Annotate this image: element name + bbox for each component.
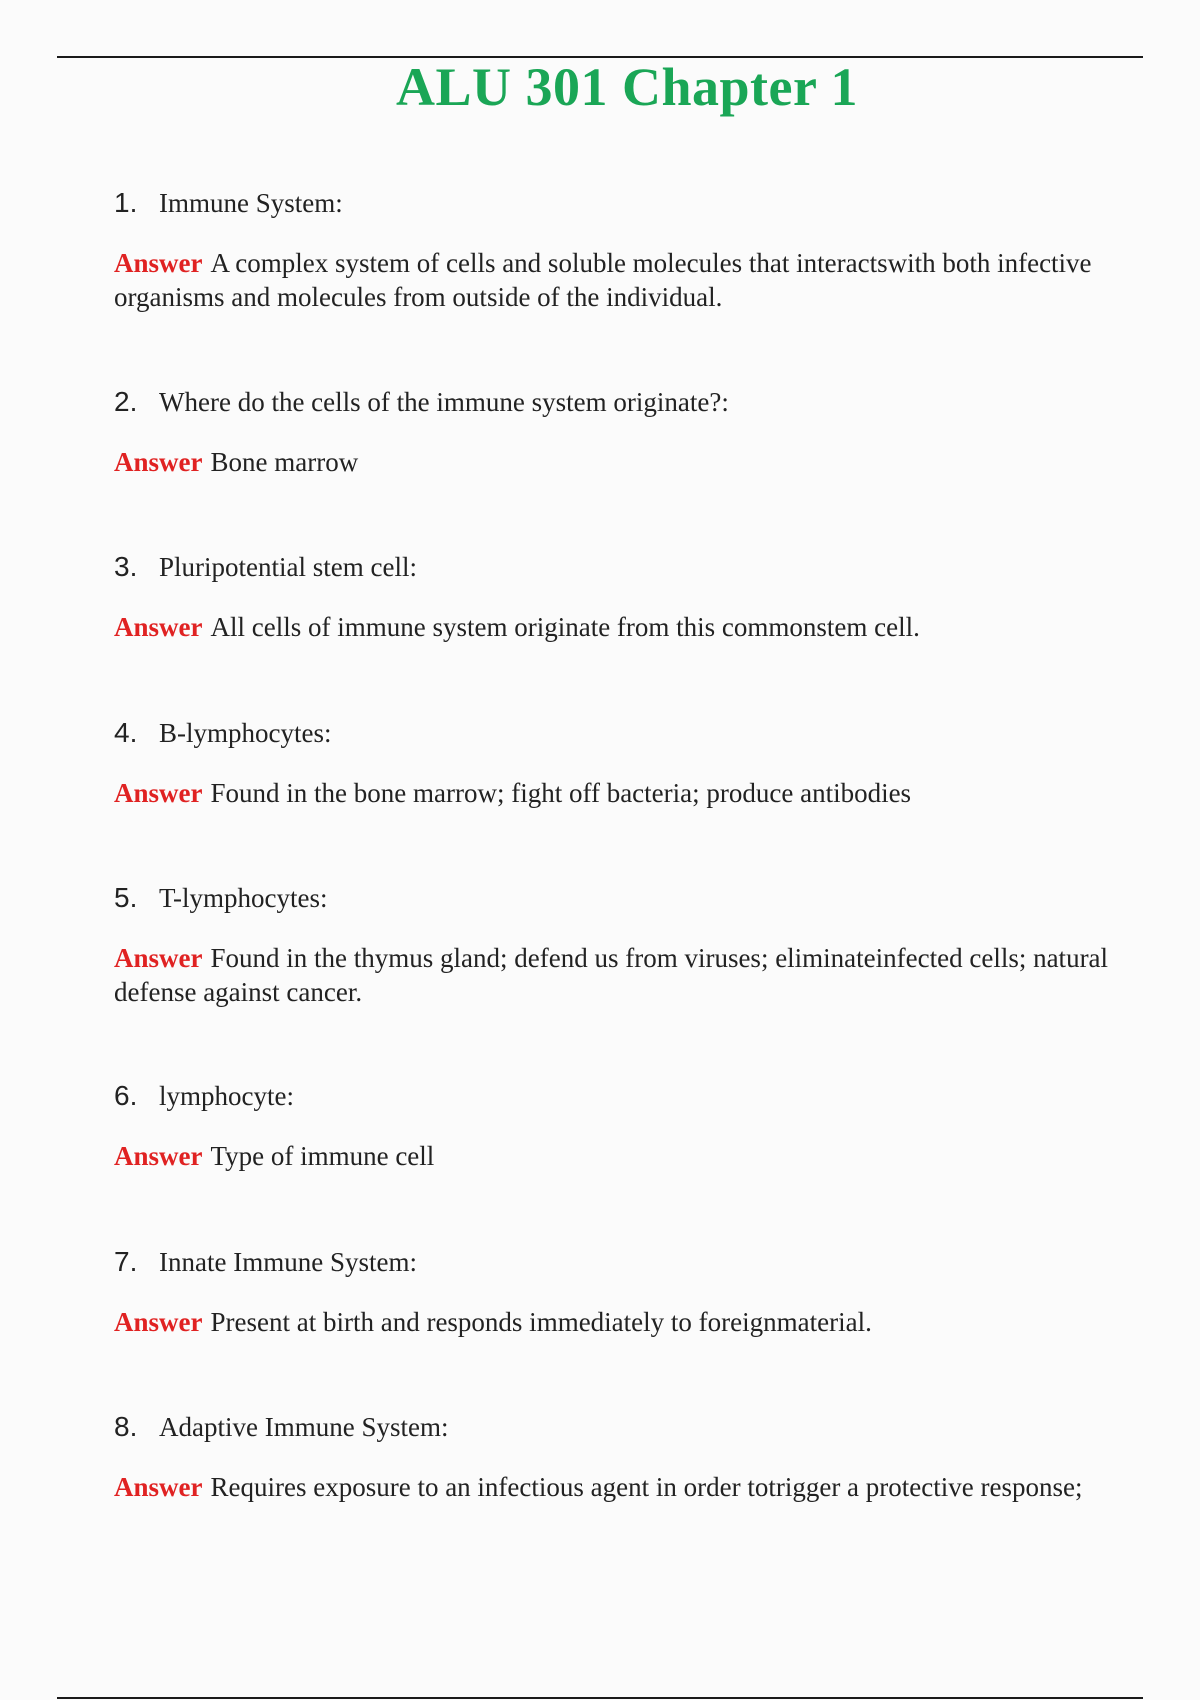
bottom-rule [57, 1697, 1143, 1699]
answer-label: Answer [114, 778, 203, 808]
answer-text: Found in the thymus gland; defend us from viruses; eliminateinfected cells; natural defense against cancer. [114, 943, 1109, 1007]
qa-item-1 [114, 186, 1134, 314]
answer [114, 610, 1134, 644]
question [114, 881, 1134, 915]
qa-item-7 [114, 1245, 1134, 1339]
question [114, 1079, 1134, 1113]
qa-item-2 [114, 385, 1134, 479]
answer-label: Answer [114, 943, 203, 973]
answer-label: Answer [114, 248, 203, 278]
question [114, 385, 1134, 419]
question-text: Immune System: [159, 188, 343, 218]
answer-label: Answer [114, 447, 203, 477]
answer-text: Requires exposure to an infectious agent in order totrigger a protective response; [210, 1472, 1083, 1502]
answer-label: Answer [114, 1307, 203, 1337]
answer-text: Present at birth and responds immediately to foreignmaterial. [210, 1307, 872, 1337]
question [114, 1245, 1134, 1279]
answer [114, 445, 1134, 479]
answer-text: A complex system of cells and soluble molecules that interactswith both infective organisms and molecules from outside of the individual. [114, 248, 1092, 312]
question-text: T-lymphocytes: [159, 883, 328, 913]
answer [114, 246, 1134, 314]
question-text: B-lymphocytes: [159, 718, 332, 748]
qa-item-6 [114, 1079, 1134, 1173]
answer [114, 1470, 1134, 1504]
qa-item-4 [114, 716, 1134, 810]
answer [114, 1139, 1134, 1173]
qa-item-8 [114, 1410, 1134, 1504]
question-text: Where do the cells of the immune system originate?: [159, 387, 729, 417]
question-number: 5. [114, 882, 138, 913]
answer-text: All cells of immune system originate from this commonstem cell. [210, 612, 920, 642]
answer-label: Answer [114, 1141, 203, 1171]
answer-text: Bone marrow [210, 447, 359, 477]
question [114, 1410, 1134, 1444]
question-number: 4. [114, 717, 138, 748]
question-number: 8. [114, 1411, 138, 1442]
question-number: 3. [114, 551, 138, 582]
answer [114, 941, 1134, 1009]
answer [114, 1305, 1134, 1339]
question-text: Pluripotential stem cell: [159, 552, 417, 582]
question-number: 6. [114, 1080, 138, 1111]
question-number: 7. [114, 1246, 138, 1277]
answer [114, 776, 1134, 810]
answer-text: Type of immune cell [210, 1141, 435, 1171]
question [114, 550, 1134, 584]
answer-label: Answer [114, 612, 203, 642]
question-text: lymphocyte: [159, 1081, 294, 1111]
question-text: Innate Immune System: [159, 1247, 417, 1277]
page-title: ALU 301 Chapter 1 [395, 57, 858, 117]
question-number: 2. [114, 386, 138, 417]
answer-label: Answer [114, 1472, 203, 1502]
question-number: 1. [114, 187, 138, 218]
question-text: Adaptive Immune System: [159, 1412, 449, 1442]
qa-item-5 [114, 881, 1134, 1009]
qa-item-3 [114, 550, 1134, 644]
answer-text: Found in the bone marrow; fight off bacteria; produce antibodies [210, 778, 912, 808]
question [114, 186, 1134, 220]
question [114, 716, 1134, 750]
